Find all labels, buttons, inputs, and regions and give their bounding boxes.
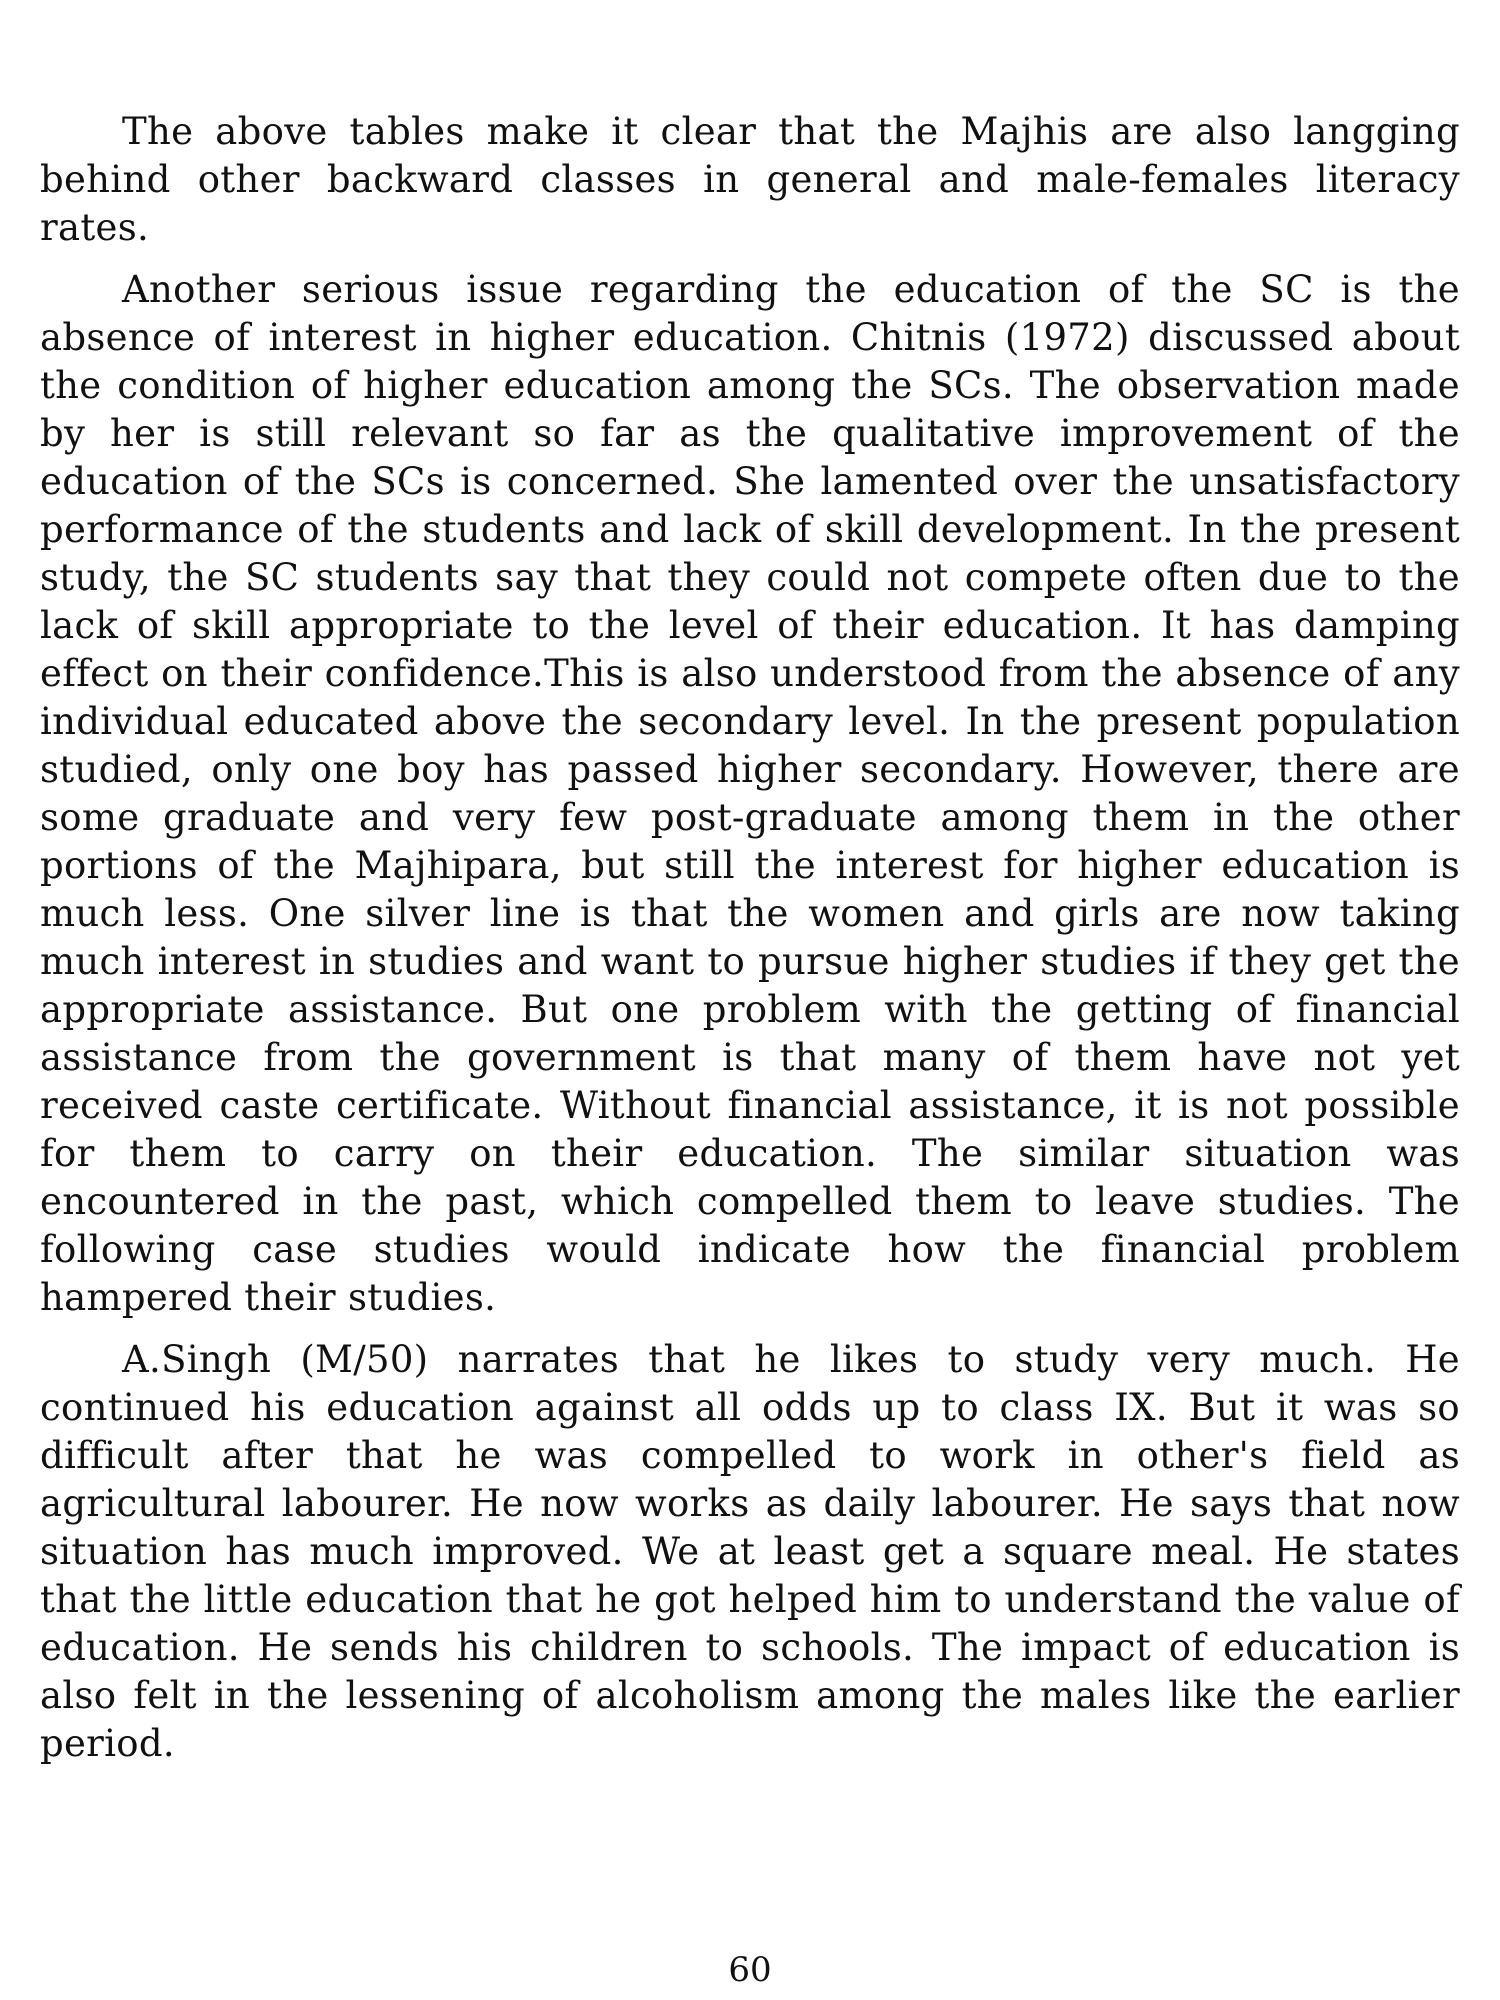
paragraph-majhis-literacy: The above tables make it clear that the Majhis are also langging behind other backward classes in general and male-females literacy rates.: [40, 110, 1460, 249]
paragraph-case-study-singh: A.Singh (M/50) narrates that he likes to study very much. He continued his education against all odds up to class IX. But it was so difficult after that he was compelled to work in other's field as agricultural labourer. He now works as daily labourer. He says that now situation has much improved. We at least get a square meal. He states that the little education that he got helped him to understand the value of education. He sends his children to schools. The impact of education is also felt in the lessening of alcoholism among the males like the earlier period.: [40, 1338, 1460, 1765]
page-body: [40, 108, 1460, 1782]
page-number: 60: [728, 1950, 772, 1990]
paragraph-higher-education: Another serious issue regarding the education of the SC is the absence of interest in higher education. Chitnis (1972) discussed about the condition of higher education among the SCs. The observation made by her is still relevant so far as the qualitative improvement of the education of the SCs is concerned. She lamented over the unsatisfactory performance of the students and lack of skill development. In the present study, the SC students say that they could not compete often due to the lack of skill appropriate to the level of their education. It has damping effect on their confidence.This is also understood from the absence of any individual educated above the secondary level. In the present population studied, only one boy has passed higher secondary. However, there are some graduate and very few post-graduate among them in the other portions of the Majhipara, but still the interest for higher education is much less. One silver line is that the women and girls are now taking much interest in studies and want to pursue higher studies if they get the appropriate assistance. But one problem with the getting of financial assistance from the government is that many of them have not yet received caste certificate. Without financial assistance, it is not possible for them to carry on their education. The similar situation was encountered in the past, which compelled them to leave studies. The following case studies would indicate how the financial problem hampered their studies.: [40, 268, 1460, 1319]
